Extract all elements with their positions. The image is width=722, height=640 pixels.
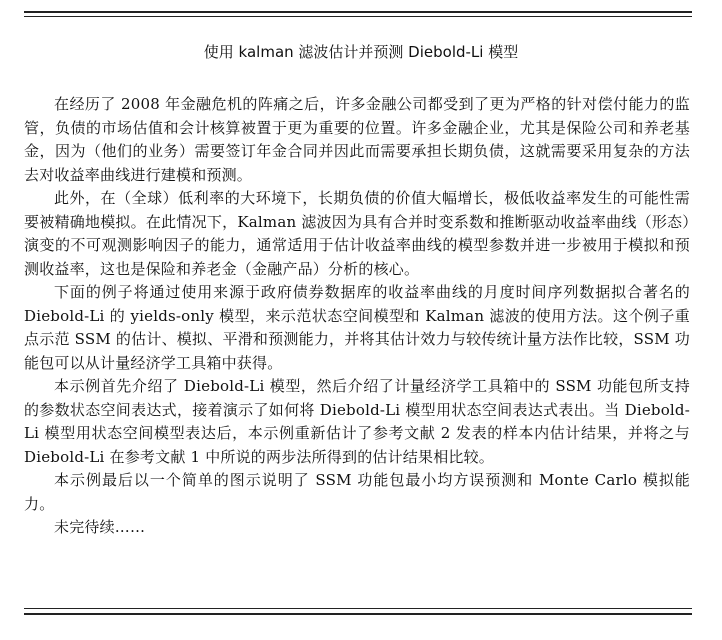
paragraph-5: 本示例最后以一个简单的图示说明了 SSM 功能包最小均方误预测和 Monte Carlo 模拟能力。 — [24, 471, 690, 513]
paragraph-6: 未完待续…… — [54, 518, 146, 536]
document-title: 使用 kalman 滤波估计并预测 Diebold-Li 模型 — [203, 43, 519, 61]
bottom-rule-thin — [24, 608, 692, 609]
document-body — [24, 93, 690, 540]
bottom-rule-thick — [24, 613, 692, 615]
top-rule-thick — [24, 11, 692, 13]
paragraph-2: 此外，在（全球）低利率的大环境下，长期负债的价值大幅增长，极低收益率发生的可能性需要被精确地模拟。在此情况下，Kalman 滤波因为具有合并时变系数和推断驱动收益率曲线（形态）演变的不可观测影响因子的能力，通常适用于估计收益率曲线的模型参数并进一步被用于模拟和预测收益率，这也是保险和养老金（金融产品）分析的核心。 — [24, 189, 690, 278]
paragraph-4: 本示例首先介绍了 Diebold-Li 模型，然后介绍了计量经济学工具箱中的 SSM 功能包所支持的参数状态空间表达式，接着演示了如何将 Diebold-Li 模型用状态空间表达式表出。当 Diebold-Li 模型用状态空间模型表达后，本示例重新估计了参考文献 2 发表的样本内估计结果，并将之与 Diebold-Li 在参考文献 1 中所说的两步法所得到的估计结果相比较。 — [24, 377, 690, 466]
paragraph-3: 下面的例子将通过使用来源于政府债券数据库的收益率曲线的月度时间序列数据拟合著名的 Diebold-Li 的 yields-only 模型，来示范状态空间模型和 Kalman 滤波的使用方法。这个例子重点示范 SSM 的估计、模拟、平滑和预测能力，并将其估计效力与较传统计量方法作比较，SSM 功能包可以从计量经济学工具箱中获得。 — [24, 283, 690, 372]
paragraph-1: 在经历了 2008 年金融危机的阵痛之后，许多金融公司都受到了更为严格的针对偿付能力的监管，负债的市场估值和会计核算被置于更为重要的位置。许多金融企业，尤其是保险公司和养老基金，因为（他们的业务）需要签订年金合同并因此而需要承担长期负债，这就需要采用复杂的方法去对收益率曲线进行建模和预测。 — [24, 95, 690, 184]
top-rule-thin — [24, 16, 692, 17]
